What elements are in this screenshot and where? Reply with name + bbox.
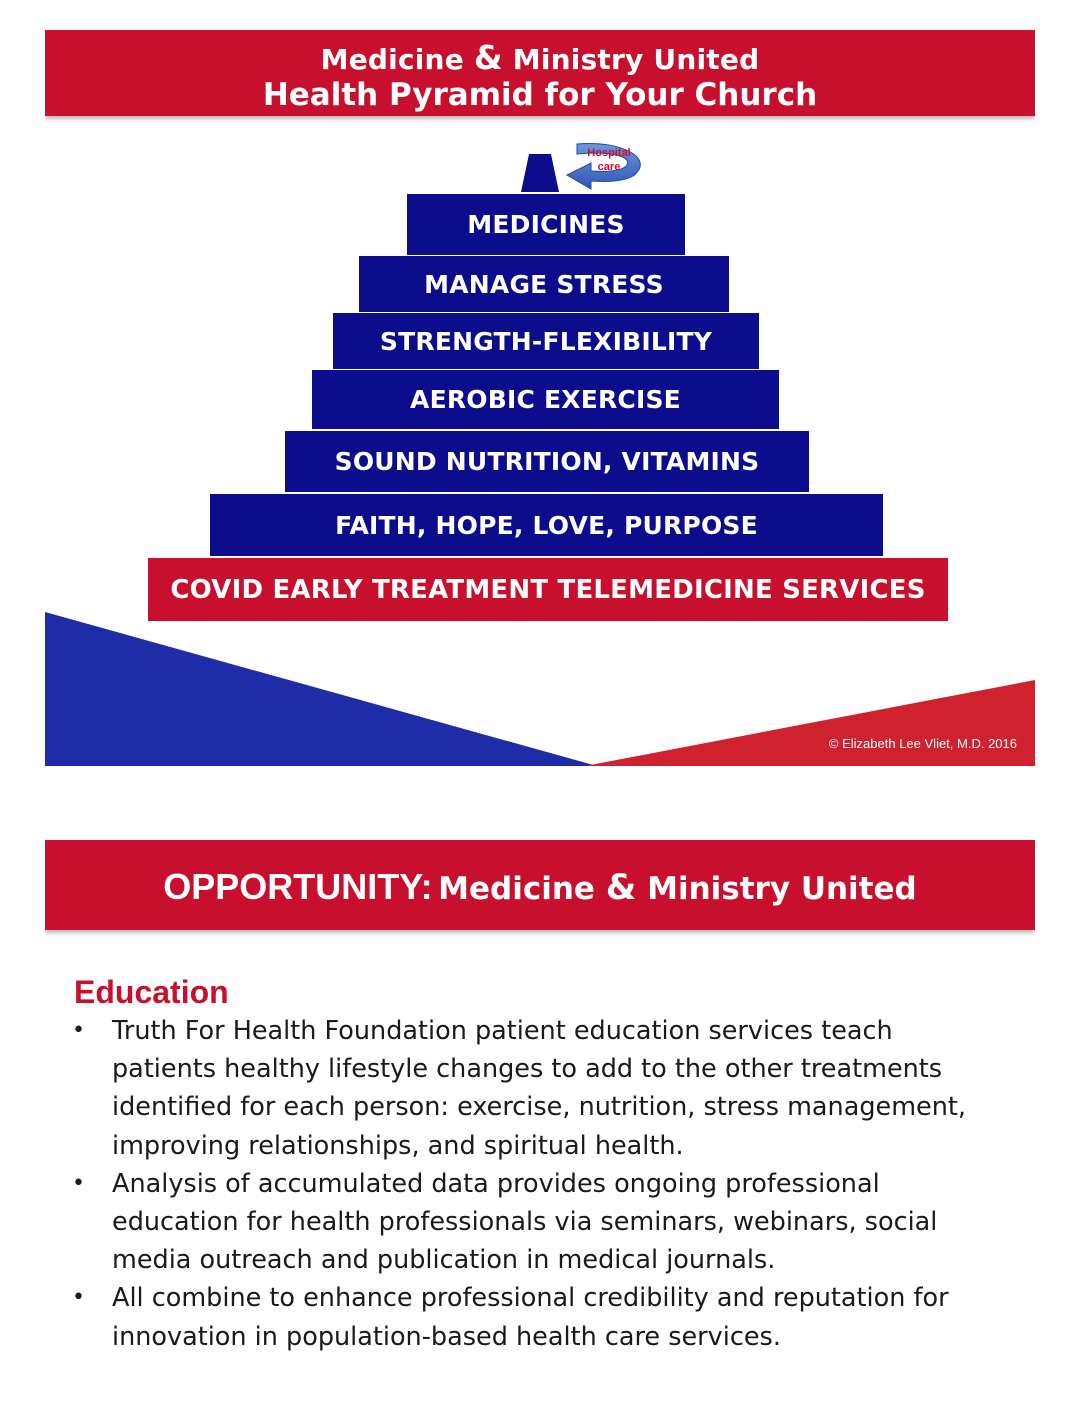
bullet-icon: • bbox=[72, 1170, 85, 1196]
copyright-notice: © Elizabeth Lee Vliet, M.D. 2016 bbox=[828, 736, 1017, 751]
hospital-label: Hospital bbox=[587, 147, 631, 159]
hospital-care-arrow-icon bbox=[555, 140, 647, 190]
health-pyramid-slide bbox=[45, 30, 1035, 766]
bullet-text: All combine to enhance professional credibility and reputation for innovation in population-based health care services. bbox=[112, 1283, 949, 1352]
tier-medicines: MEDICINES bbox=[407, 194, 685, 255]
list-item bbox=[45, 1279, 1035, 1355]
title-medicine-ministry: Medicine & Ministry United bbox=[438, 868, 917, 908]
list-item bbox=[45, 1165, 1035, 1280]
tier-faith-hope-love: FAITH, HOPE, LOVE, PURPOSE bbox=[210, 494, 883, 556]
slide-title bbox=[45, 866, 1035, 908]
tier-strength-flexibility: STRENGTH-FLEXIBILITY bbox=[333, 313, 759, 369]
bullet-text: Analysis of accumulated data provides ongoing professional education for health professionals via seminars, webinars, social media outreach and publication in medical journals. bbox=[112, 1168, 938, 1276]
bullet-icon: • bbox=[72, 1285, 85, 1311]
blue-wedge bbox=[45, 612, 597, 766]
tier-aerobic-exercise: AEROBIC EXERCISE bbox=[312, 370, 779, 429]
pyramid-peak bbox=[521, 154, 559, 192]
slide-title-line2: Health Pyramid for Your Church bbox=[262, 77, 818, 113]
slide-title-banner bbox=[45, 840, 1035, 930]
red-wedge bbox=[585, 680, 1035, 766]
tier-manage-stress: MANAGE STRESS bbox=[359, 256, 729, 312]
slide-title-banner bbox=[45, 30, 1035, 116]
education-bullet-list bbox=[45, 1012, 1035, 1356]
slide-title-line1: Medicine & Ministry United bbox=[320, 38, 760, 77]
care-label: care bbox=[597, 161, 621, 173]
list-item bbox=[45, 1012, 1035, 1165]
tier-covid-telemedicine: COVID EARLY TREATMENT TELEMEDICINE SERVICES bbox=[148, 558, 948, 621]
section-heading-education: Education bbox=[74, 974, 229, 1010]
tier-sound-nutrition: SOUND NUTRITION, VITAMINS bbox=[285, 431, 809, 492]
title-opportunity: OPPORTUNITY: bbox=[163, 866, 433, 907]
bullet-text: Truth For Health Foundation patient education services teach patients healthy lifestyle changes to add to the other treatments identified for each person: exercise, nutrition, stress management, improving relationships, and spiritual health. bbox=[112, 1016, 967, 1161]
opportunity-slide bbox=[45, 840, 1035, 1380]
bullet-icon: • bbox=[72, 1018, 85, 1043]
